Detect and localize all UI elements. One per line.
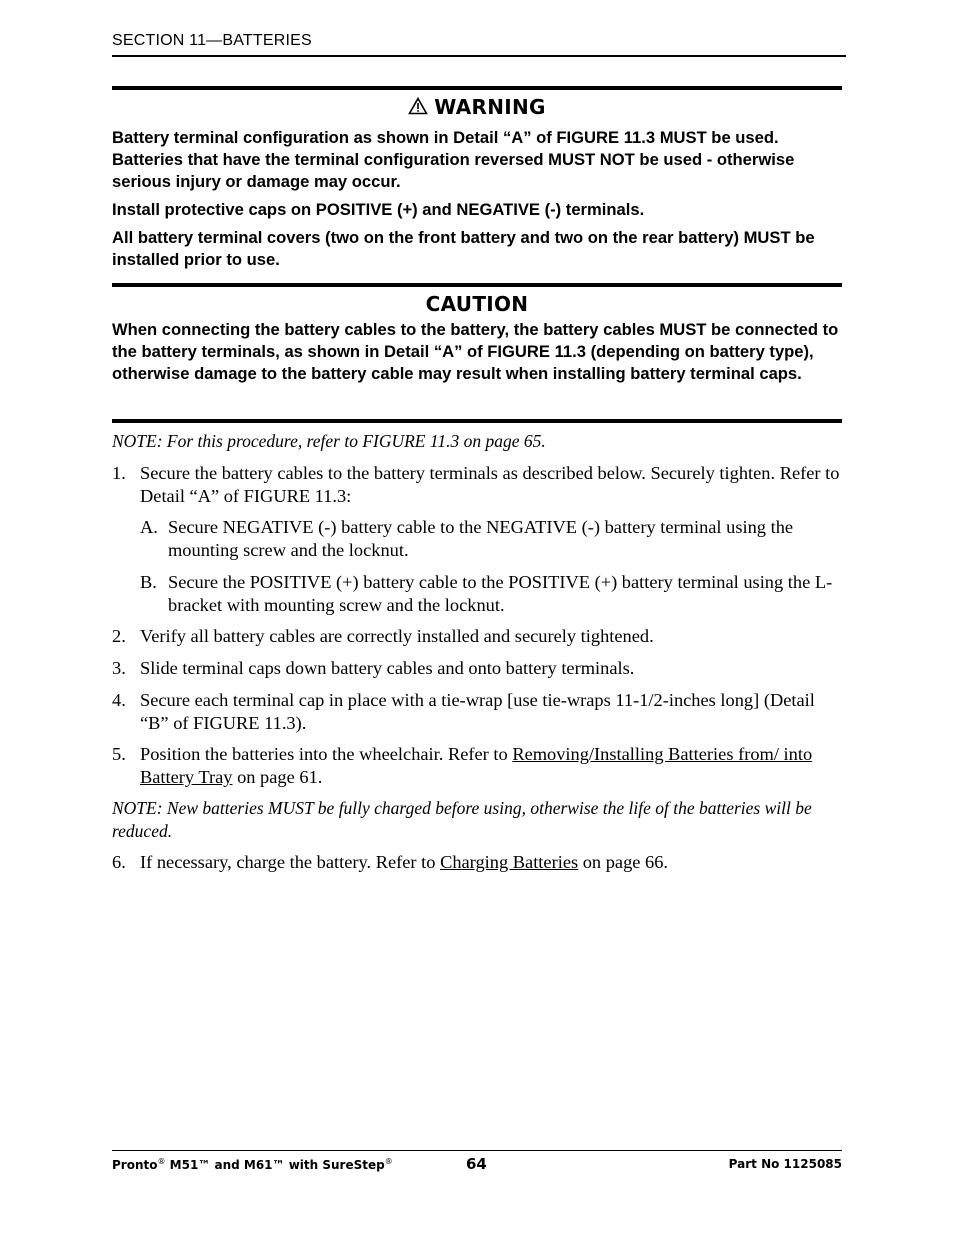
caution-paragraph: When connecting the battery cables to the battery, the battery cables MUST be connected to the battery terminals, as shown in Detail “A” of FIGURE 11.3 (depending on battery type), otherwise damage to the battery cable may result when installing battery terminal caps. <box>112 320 839 383</box>
step-number: 1. <box>112 463 126 483</box>
step-6 <box>112 851 844 874</box>
footer-product <box>112 1157 393 1172</box>
step-text-after: on page 66. <box>578 852 669 872</box>
header-rule <box>112 55 846 57</box>
warning-top-rule <box>112 86 842 90</box>
step-4 <box>112 689 844 735</box>
step-text: Secure the battery cables to the battery terminals as described below. Securely tighten. Refer to Detail “A” of FIGURE 11.3: <box>140 463 840 506</box>
warning-title-text: WARNING <box>434 95 546 119</box>
caution-top-rule <box>112 283 842 287</box>
substep-text: Secure NEGATIVE (-) battery cable to the NEGATIVE (-) battery terminal using the mounting screw and the locknut. <box>168 517 794 560</box>
footer-product-name: Pronto <box>112 1158 158 1172</box>
step-number: 3. <box>112 658 126 678</box>
step-3 <box>112 657 844 680</box>
registered-mark: ® <box>384 1157 393 1166</box>
charging-batteries-link[interactable]: Charging Batteries <box>440 852 579 872</box>
step-text-before: If necessary, charge the battery. Refer to <box>140 852 441 872</box>
step-text <box>140 743 844 789</box>
step-2 <box>112 625 844 648</box>
charging-note: NOTE: New batteries MUST be fully charged before using, otherwise the life of the batteries will be reduced. <box>112 798 812 841</box>
step-text: Slide terminal caps down battery cables and onto battery terminals. <box>140 658 635 678</box>
step-number: 4. <box>112 690 126 710</box>
substep-text: Secure the POSITIVE (+) battery cable to the POSITIVE (+) battery terminal using the L-bracket with mounting screw and the locknut. <box>168 572 833 615</box>
removing-installing-batteries-link[interactable]: Removing/Installing Batteries from/ into Battery Tray <box>140 744 813 787</box>
step-number: 5. <box>112 744 126 764</box>
footer-rule <box>112 1150 842 1151</box>
warning-title <box>112 95 842 119</box>
warning-paragraph-3: All battery terminal covers (two on the front battery and two on the rear battery) MUST be installed prior to use. <box>112 228 815 269</box>
step-text-before: Position the batteries into the wheelchair. Refer to <box>140 744 513 764</box>
step-1 <box>112 462 844 508</box>
registered-mark: ® <box>157 1157 166 1166</box>
step-text: Verify all battery cables are correctly installed and securely tightened. <box>140 626 654 646</box>
caution-bottom-rule <box>112 419 842 423</box>
warning-paragraph-1: Battery terminal configuration as shown in Detail “A” of FIGURE 11.3 MUST be used. Batteries that have the terminal configuration reversed MUST NOT be used - otherwise serious injury or damage may occur. <box>112 128 795 191</box>
step-text-after: on page 61. <box>232 767 323 787</box>
procedure-note: NOTE: For this procedure, refer to FIGURE 11.3 on page 65. <box>112 431 546 451</box>
footer-product-models: M51™ and M61™ with SureStep <box>165 1158 385 1172</box>
step-text <box>140 851 844 874</box>
section-title: SECTION 11—BATTERIES <box>112 32 312 49</box>
substep-letter: A. <box>140 517 158 537</box>
step-5 <box>112 743 844 789</box>
substep-b <box>140 571 844 617</box>
substep-a <box>140 516 844 562</box>
step-text: Secure each terminal cap in place with a tie-wrap [use tie-wraps 11-1/2-inches long] (Detail “B” of FIGURE 11.3). <box>140 690 815 733</box>
warning-paragraph-2: Install protective caps on POSITIVE (+) and NEGATIVE (-) terminals. <box>112 200 645 219</box>
step-number: 2. <box>112 626 126 646</box>
page-number: 64 <box>466 1155 487 1173</box>
footer-part-number: Part No 1125085 <box>728 1157 842 1171</box>
step-number: 6. <box>112 852 126 872</box>
page-header <box>112 32 846 50</box>
substep-letter: B. <box>140 572 157 592</box>
warning-triangle-icon <box>408 97 428 115</box>
caution-title: CAUTION <box>425 292 529 316</box>
